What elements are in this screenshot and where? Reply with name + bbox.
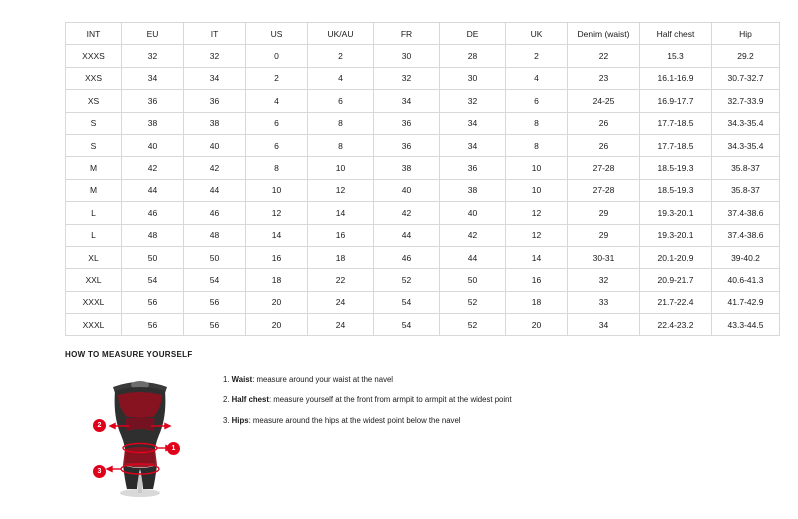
table-header — [66, 23, 780, 45]
table-row — [66, 90, 780, 112]
table-cell: 54 — [374, 314, 440, 336]
table-cell: 32.7-33.9 — [712, 90, 780, 112]
measurement-note — [223, 375, 512, 384]
table-cell: 40 — [122, 134, 184, 156]
table-cell: 4 — [308, 67, 374, 89]
table-cell: 30 — [440, 67, 506, 89]
measurement-note — [223, 395, 512, 404]
table-row — [66, 179, 780, 201]
table-cell: XL — [66, 246, 122, 268]
mannequin-figure — [65, 369, 215, 499]
table-cell: 54 — [184, 269, 246, 291]
table-cell: 10 — [506, 157, 568, 179]
measurement-note — [223, 416, 512, 425]
table-cell: 36 — [374, 112, 440, 134]
table-row — [66, 314, 780, 336]
table-cell: 28 — [440, 45, 506, 67]
table-cell: 8 — [308, 134, 374, 156]
table-cell: 16.9-17.7 — [640, 90, 712, 112]
table-cell: 30-31 — [568, 246, 640, 268]
table-cell: 20 — [246, 314, 308, 336]
note-text: : measure yourself at the front from armpit to armpit at the widest point — [268, 395, 512, 405]
table-cell: 46 — [184, 202, 246, 224]
table-cell: 12 — [506, 224, 568, 246]
size-chart-container — [65, 22, 764, 336]
table-cell: 56 — [122, 291, 184, 313]
how-to-measure-title: HOW TO MEASURE YOURSELF — [65, 350, 193, 359]
note-term: Half chest — [231, 395, 269, 405]
table-cell: 19.3-20.1 — [640, 224, 712, 246]
note-text: : measure around your waist at the navel — [252, 375, 394, 384]
table-cell: 42 — [184, 157, 246, 179]
table-cell: S — [66, 134, 122, 156]
table-cell: 56 — [184, 314, 246, 336]
table-row — [66, 224, 780, 246]
table-cell: 8 — [246, 157, 308, 179]
table-row — [66, 157, 780, 179]
table-cell: 30 — [374, 45, 440, 67]
how-to-measure-section — [65, 350, 745, 499]
column-header-7: UK — [506, 23, 568, 45]
table-cell: 35.8-37 — [712, 157, 780, 179]
table-cell: 38 — [374, 157, 440, 179]
table-header-row — [66, 23, 780, 45]
table-cell: 4 — [246, 90, 308, 112]
table-cell: 0 — [246, 45, 308, 67]
column-header-10: Hip — [712, 23, 780, 45]
table-cell: 36 — [374, 134, 440, 156]
note-term: Waist — [231, 375, 253, 384]
table-cell: 19.3-20.1 — [640, 202, 712, 224]
how-to-measure-body — [65, 369, 745, 499]
column-header-1: EU — [122, 23, 184, 45]
table-cell: 50 — [122, 246, 184, 268]
table-cell: 42 — [440, 224, 506, 246]
table-cell: 54 — [374, 291, 440, 313]
table-cell: 42 — [374, 202, 440, 224]
table-cell: 14 — [308, 202, 374, 224]
table-cell: 17.7-18.5 — [640, 112, 712, 134]
table-row — [66, 67, 780, 89]
table-cell: 15.3 — [640, 45, 712, 67]
table-cell: 14 — [506, 246, 568, 268]
table-cell: 34 — [374, 90, 440, 112]
table-cell: 20 — [506, 314, 568, 336]
table-cell: XXXL — [66, 314, 122, 336]
table-cell: 36 — [440, 157, 506, 179]
table-cell: 12 — [506, 202, 568, 224]
measurement-notes — [223, 369, 512, 436]
table-cell: 34 — [184, 67, 246, 89]
table-body — [66, 45, 780, 336]
table-cell: 12 — [308, 179, 374, 201]
table-cell: 34.3-35.4 — [712, 134, 780, 156]
table-cell: 40 — [440, 202, 506, 224]
table-cell: 30.7-32.7 — [712, 67, 780, 89]
table-cell: 29.2 — [712, 45, 780, 67]
table-cell: 44 — [440, 246, 506, 268]
table-cell: 18 — [506, 291, 568, 313]
table-cell: 32 — [568, 269, 640, 291]
column-header-5: FR — [374, 23, 440, 45]
table-cell: 33 — [568, 291, 640, 313]
table-cell: 34.3-35.4 — [712, 112, 780, 134]
table-cell: 46 — [122, 202, 184, 224]
mannequin-illustration — [65, 369, 215, 499]
table-cell: 16 — [246, 246, 308, 268]
table-cell: M — [66, 179, 122, 201]
table-cell: 6 — [246, 134, 308, 156]
table-cell: XXXS — [66, 45, 122, 67]
table-cell: 2 — [506, 45, 568, 67]
column-header-9: Half chest — [640, 23, 712, 45]
table-cell: 29 — [568, 202, 640, 224]
table-row — [66, 269, 780, 291]
table-cell: 38 — [122, 112, 184, 134]
table-cell: 26 — [568, 112, 640, 134]
table-cell: 48 — [184, 224, 246, 246]
table-cell: 42 — [122, 157, 184, 179]
table-cell: 40.6-41.3 — [712, 269, 780, 291]
table-cell: 8 — [308, 112, 374, 134]
table-cell: 20.1-20.9 — [640, 246, 712, 268]
table-cell: 18 — [308, 246, 374, 268]
table-cell: S — [66, 112, 122, 134]
table-cell: 22.4-23.2 — [640, 314, 712, 336]
marker-2: 2 — [93, 419, 106, 432]
table-cell: 21.7-22.4 — [640, 291, 712, 313]
table-cell: 34 — [568, 314, 640, 336]
table-cell: 32 — [374, 67, 440, 89]
table-cell: 38 — [184, 112, 246, 134]
table-cell: 8 — [506, 134, 568, 156]
column-header-0: INT — [66, 23, 122, 45]
table-cell: 40 — [374, 179, 440, 201]
table-cell: 37.4-38.6 — [712, 202, 780, 224]
table-cell: 6 — [246, 112, 308, 134]
table-cell: 52 — [374, 269, 440, 291]
table-cell: 56 — [122, 314, 184, 336]
table-cell: 26 — [568, 134, 640, 156]
table-cell: 10 — [506, 179, 568, 201]
table-cell: 50 — [184, 246, 246, 268]
table-cell: 43.3-44.5 — [712, 314, 780, 336]
table-cell: 32 — [184, 45, 246, 67]
table-cell: 16 — [308, 224, 374, 246]
table-cell: 18.5-19.3 — [640, 157, 712, 179]
table-row — [66, 202, 780, 224]
table-cell: 46 — [374, 246, 440, 268]
table-cell: L — [66, 202, 122, 224]
table-cell: 10 — [246, 179, 308, 201]
table-cell: XS — [66, 90, 122, 112]
table-cell: 40 — [184, 134, 246, 156]
table-cell: 39-40.2 — [712, 246, 780, 268]
table-cell: 24 — [308, 291, 374, 313]
table-cell: 52 — [440, 291, 506, 313]
note-term: Hips — [231, 415, 249, 425]
marker-1: 1 — [167, 442, 180, 455]
table-cell: 50 — [440, 269, 506, 291]
table-cell: 35.8-37 — [712, 179, 780, 201]
column-header-6: DE — [440, 23, 506, 45]
note-index: 3. — [223, 415, 232, 425]
table-cell: 34 — [440, 134, 506, 156]
table-row — [66, 291, 780, 313]
table-cell: 34 — [122, 67, 184, 89]
table-cell: L — [66, 224, 122, 246]
table-cell: 2 — [308, 45, 374, 67]
table-row — [66, 134, 780, 156]
table-cell: 41.7-42.9 — [712, 291, 780, 313]
table-cell: 36 — [122, 90, 184, 112]
table-cell: 44 — [374, 224, 440, 246]
table-cell: 16 — [506, 269, 568, 291]
table-cell: 22 — [568, 45, 640, 67]
table-cell: 8 — [506, 112, 568, 134]
table-cell: 44 — [122, 179, 184, 201]
column-header-4: UK/AU — [308, 23, 374, 45]
table-cell: XXL — [66, 269, 122, 291]
table-cell: 52 — [440, 314, 506, 336]
table-cell: 24 — [308, 314, 374, 336]
table-cell: 20 — [246, 291, 308, 313]
note-text: : measure around the hips at the widest point below the navel — [248, 415, 461, 425]
table-cell: 32 — [122, 45, 184, 67]
column-header-2: IT — [184, 23, 246, 45]
table-cell: M — [66, 157, 122, 179]
table-cell: 22 — [308, 269, 374, 291]
note-index: 2. — [223, 395, 232, 405]
table-cell: XXS — [66, 67, 122, 89]
marker-3: 3 — [93, 465, 106, 478]
table-cell: 54 — [122, 269, 184, 291]
table-cell: 29 — [568, 224, 640, 246]
table-cell: 37.4-38.6 — [712, 224, 780, 246]
table-cell: 27-28 — [568, 157, 640, 179]
table-cell: 6 — [506, 90, 568, 112]
table-row — [66, 45, 780, 67]
table-cell: 18.5-19.3 — [640, 179, 712, 201]
column-header-3: US — [246, 23, 308, 45]
table-cell: 18 — [246, 269, 308, 291]
table-cell: 32 — [440, 90, 506, 112]
table-cell: 38 — [440, 179, 506, 201]
note-index: 1. — [223, 375, 232, 384]
column-header-8: Denim (waist) — [568, 23, 640, 45]
table-row — [66, 246, 780, 268]
table-cell: XXXL — [66, 291, 122, 313]
table-cell: 27-28 — [568, 179, 640, 201]
table-cell: 10 — [308, 157, 374, 179]
table-cell: 2 — [246, 67, 308, 89]
table-cell: 20.9-21.7 — [640, 269, 712, 291]
table-row — [66, 112, 780, 134]
table-cell: 4 — [506, 67, 568, 89]
table-cell: 36 — [184, 90, 246, 112]
table-cell: 34 — [440, 112, 506, 134]
table-cell: 14 — [246, 224, 308, 246]
table-cell: 12 — [246, 202, 308, 224]
table-cell: 44 — [184, 179, 246, 201]
table-cell: 48 — [122, 224, 184, 246]
size-chart-table — [65, 22, 780, 336]
table-cell: 6 — [308, 90, 374, 112]
table-cell: 24-25 — [568, 90, 640, 112]
table-cell: 17.7-18.5 — [640, 134, 712, 156]
table-cell: 23 — [568, 67, 640, 89]
table-cell: 16.1-16.9 — [640, 67, 712, 89]
table-cell: 56 — [184, 291, 246, 313]
